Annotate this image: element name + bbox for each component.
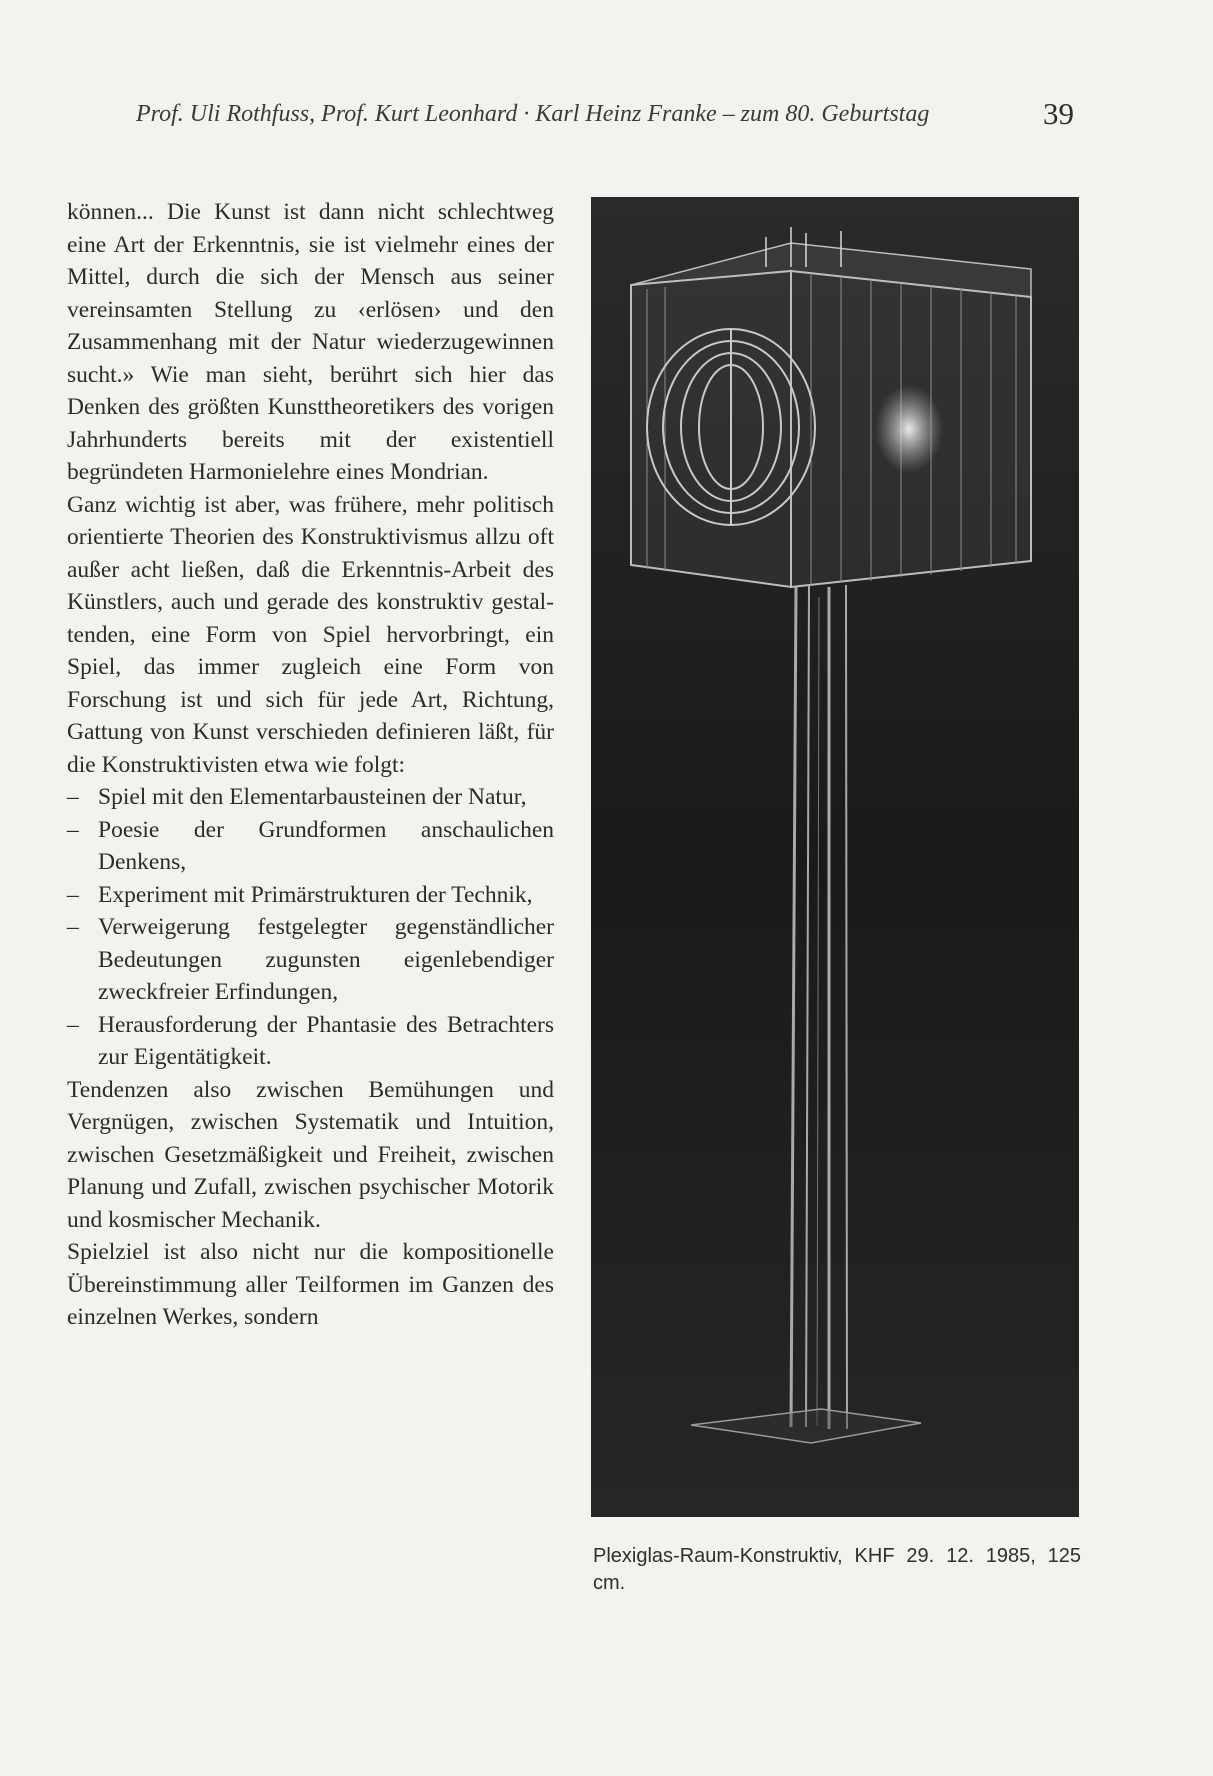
list <box>67 781 554 1074</box>
list-item: – Herausforderung der Phantasie des Betrachters zur Eigentätigkeit. <box>67 1009 554 1074</box>
figure-caption: Plexiglas-Raum-Konstruktiv, KHF 29. 12. 1985, 125 cm. <box>593 1545 1081 1594</box>
sculpture-photograph <box>591 197 1079 1517</box>
paragraph: Ganz wichtig ist aber, was frühere, mehr politisch orientierte Theorien des Konstruktivismus allzu oft außer acht ließen, daß die Erkenntnis-Arbeit des Künstlers, auch und gerade des konstruktiv gestaltenden, eine Form von Spiel hervorbringt, ein Spiel, das immer zugleich eine Form von Forschung ist und sich für jede Art, Richtung, Gattung von Kunst verschieden definieren läßt, für die Konstruktivisten etwa wie folgt: <box>67 491 554 778</box>
paragraph: können... Die Kunst ist dann nicht schlechtweg eine Art der Erkenntnis, sie ist vielmehr eines der Mittel, durch die sich der Mensch aus seiner vereinsamten Stellung zu ‹erlösen› und den Zusammenhang mit der Natur wiederzugewinnen sucht.» Wie man sieht, berührt sich hier das Denken des größten Kunsttheoretikers des vorigen Jahrhunderts bereits mit der existentiell begründeten Harmonielehre eines Mondrian. <box>67 199 554 485</box>
list-item: – Verweigerung festgelegter gegenständlicher Bedeutungen zugunsten eigenlebendiger zweckfreier Erfindungen, <box>67 911 554 1009</box>
page-number: 39 <box>1043 96 1074 131</box>
plexiglas-cube <box>631 227 1031 587</box>
running-title: Prof. Uli Rothfuss, Prof. Kurt Leonhard · Karl Heinz Franke – zum 80. Geburtstag <box>136 101 930 127</box>
body-text-column <box>67 196 554 1334</box>
list-item: – Spiel mit den Elementarbausteinen der Natur, <box>67 781 554 814</box>
list-item: – Experiment mit Primärstrukturen der Technik, <box>67 879 554 912</box>
paragraph: Tendenzen also zwischen Bemühungen und Vergnügen, zwischen Systematik und Intuition, zwischen Gesetzmäßigkeit und Freiheit, zwischen Planung und Zufall, zwischen psychischer Motorik und kosmischer Mechanik. <box>67 1076 554 1233</box>
list-item: – Poesie der Grundformen anschaulichen Denkens, <box>67 814 554 879</box>
paragraph: Spielziel ist also nicht nur die kompositionelle Übereinstimmung aller Teilformen im Ganzen des einzelnen Werkes, sondern <box>67 1239 554 1330</box>
